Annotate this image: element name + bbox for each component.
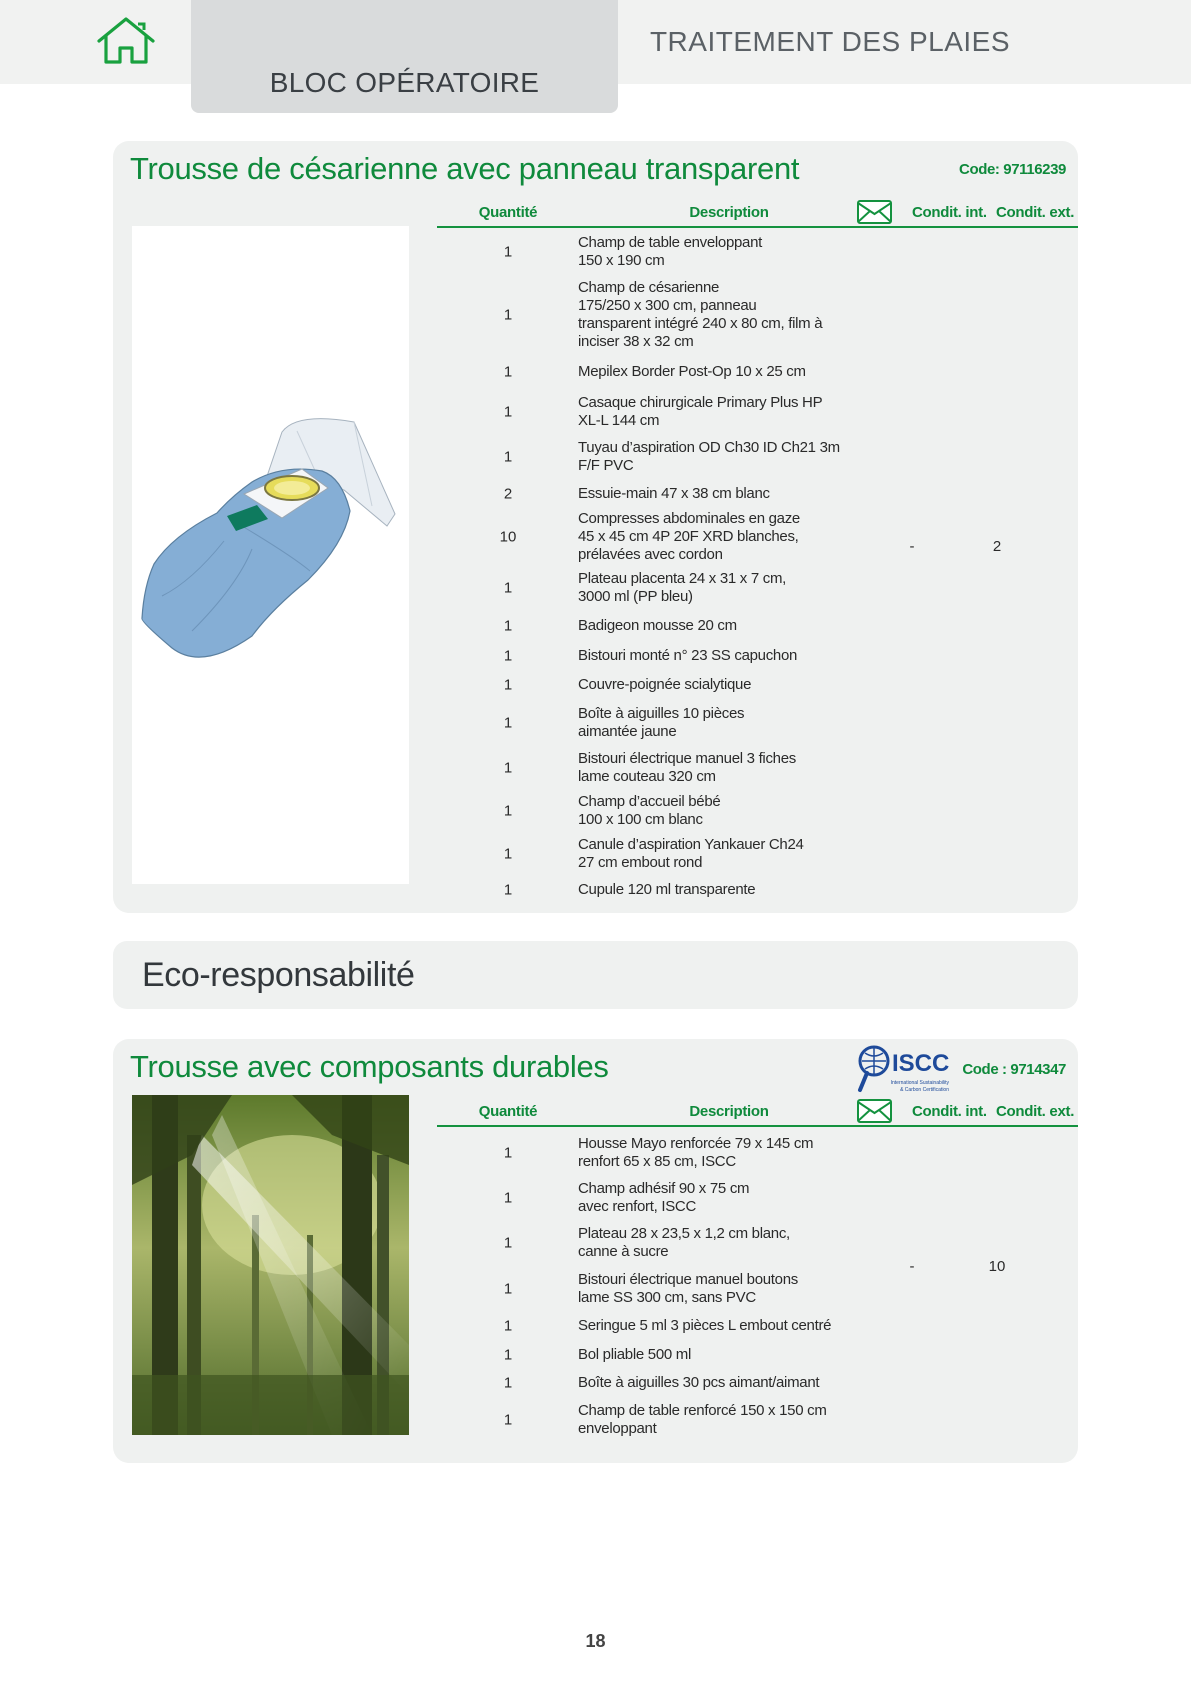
table-row [437,566,1078,610]
product-code: Code: 97116239 [959,161,1066,178]
product-image-forest [132,1095,409,1435]
table-row [437,1397,1078,1442]
item-description [578,570,848,606]
item-description-line: prélavées avec cordon [578,546,723,563]
item-description-line: Compresses abdominales en gaze [578,510,800,527]
item-description-line: Bistouri monté n° 23 SS capuchon [578,647,798,664]
item-description-line: inciser 38 x 32 cm [578,333,694,350]
product-table [437,1095,1078,1437]
item-description-line: enveloppant [578,1419,657,1437]
header-quantity: Quantité [478,1103,538,1120]
item-description [578,1374,848,1392]
item-quantity: 1 [503,802,513,819]
table-row [437,232,1078,272]
item-description [578,705,848,741]
item-description [578,1135,848,1171]
product-card-sustainable [113,1039,1078,1463]
item-description-line: Seringue 5 ml 3 pièces L embout centré [578,1317,832,1334]
item-quantity: 10 [499,528,517,546]
item-description [578,279,848,351]
product-code: Code : 9714347 [962,1061,1066,1078]
item-description-line: Boîte à aiguilles 10 pièces [578,704,745,722]
header-cond-int: Condit. int. [912,204,987,221]
item-quantity: 1 [503,647,513,665]
item-description-line: transparent intégré 240 x 80 cm, film à [578,315,823,332]
product-title: Trousse de césarienne avec panneau transparent [130,151,800,186]
table-row [437,1341,1078,1368]
item-description-line: Champ d’accueil bébé [578,792,721,810]
table-row [437,1176,1078,1220]
item-quantity: 1 [503,403,513,421]
item-description-line: Bol pliable 500 ml [578,1345,692,1363]
item-description-line: Housse Mayo renforcée 79 x 145 cm [578,1135,814,1152]
envelope-icon [857,1099,892,1123]
item-description [578,394,848,430]
item-description-line: aimantée jaune [578,722,677,740]
item-description-line: lame SS 300 cm, sans PVC [578,1288,756,1306]
product-table [437,196,1078,898]
product-card-cesarean [113,141,1078,913]
table-row [437,832,1078,875]
item-description [578,1225,848,1261]
item-description [578,1402,848,1438]
table-row [437,746,1078,789]
item-quantity: 1 [503,448,513,466]
item-quantity: 1 [503,243,513,261]
item-quantity: 1 [503,1280,513,1297]
iscc-logo-subtext: & Carbon Certification [900,1087,949,1093]
item-quantity: 1 [503,759,513,776]
item-description-line: XL-L 144 cm [578,412,660,429]
item-description-line: Essuie-main 47 x 38 cm blanc [578,484,770,502]
section-tab[interactable] [191,0,618,113]
product-image-drape [132,226,409,884]
table-row [437,389,1078,435]
item-description-line: 175/250 x 300 cm, panneau [578,297,757,314]
item-description [578,1271,848,1307]
item-description-line: Plateau 28 x 23,5 x 1,2 cm blanc, [578,1225,790,1242]
item-quantity: 1 [503,676,513,694]
item-description-line: Champ de césarienne [578,279,720,296]
table-row [437,790,1078,831]
item-description-line: F/F PVC [578,457,634,474]
cond-ext-value: 2 [992,538,1002,555]
iscc-logo-text: ISCC [892,1050,950,1077]
item-description-line: Tuyau d’aspiration OD Ch30 ID Ch21 3m [578,439,840,456]
item-quantity: 1 [503,881,513,898]
item-description-line: canne à sucre [578,1243,669,1260]
item-description-line: Cupule 120 ml transparente [578,880,756,898]
item-description-line: Champ de table enveloppant [578,234,763,251]
item-description [578,793,848,829]
product-title: Trousse avec composants durables [130,1049,609,1084]
item-description-line: Canule d’aspiration Yankauer Ch24 [578,835,804,853]
item-quantity: 1 [503,1374,513,1391]
item-description [578,1346,848,1364]
item-description-line: Plateau placenta 24 x 31 x 7 cm, [578,570,787,587]
item-description-line: Couvre-poignée scialytique [578,676,752,693]
item-quantity: 1 [503,714,513,731]
item-quantity: 1 [503,1144,513,1162]
item-quantity: 1 [503,1411,513,1428]
header-quantity: Quantité [478,204,538,221]
eco-section-header [113,941,1078,1009]
section-tab-label: BLOC OPÉRATOIRE [269,67,540,98]
item-description-line: 27 cm embout rond [578,853,703,871]
header-cond-int: Condit. int. [912,1103,987,1120]
header-description: Description [689,204,769,221]
page-number: 18 [585,1631,606,1651]
item-description [578,363,848,381]
item-description-line: lame couteau 320 cm [578,767,716,785]
item-description [578,647,848,665]
table-row [437,275,1078,355]
table-row [437,479,1078,508]
table-row [437,642,1078,670]
item-quantity: 1 [503,1317,513,1335]
item-description [578,750,848,786]
item-quantity: 1 [503,845,513,862]
table-row [437,1312,1078,1340]
item-description [578,439,848,475]
item-description [578,676,848,694]
home-icon[interactable] [96,16,156,66]
table-header [437,196,1078,228]
item-description-line: Mepilex Border Post-Op 10 x 25 cm [578,363,806,380]
item-description-line: Champ adhésif 90 x 75 cm [578,1180,750,1197]
header-cond-ext: Condit. ext. [996,204,1075,221]
item-quantity: 1 [503,363,513,381]
cond-int-value: - [909,538,915,555]
table-row [437,1369,1078,1396]
item-description-line: 100 x 100 cm blanc [578,810,703,828]
table-row [437,611,1078,641]
item-description-line: renfort 65 x 85 cm, ISCC [578,1153,736,1170]
item-description [578,485,848,503]
item-quantity: 1 [503,306,513,324]
cond-ext-value: 10 [988,1258,1006,1275]
item-description-line: 45 x 45 cm 4P 20F XRD blanches, [578,528,799,545]
table-row [437,1131,1078,1175]
item-description-line: Badigeon mousse 20 cm [578,617,737,634]
eco-section-title: Eco-responsabilité [142,956,415,994]
iscc-logo-subtext: International Sustainability [890,1080,949,1086]
category-title: TRAITEMENT DES PLAIES [649,26,1010,57]
table-row [437,876,1078,903]
item-description-line: Boîte à aiguilles 30 pcs aimant/aimant [578,1373,820,1391]
item-description [578,881,848,899]
table-row [437,671,1078,699]
iscc-logo [857,1043,955,1095]
table-row [437,436,1078,478]
table-header [437,1095,1078,1127]
envelope-icon [857,200,892,224]
item-description-line: Bistouri électrique manuel boutons [578,1270,798,1288]
table-row [437,509,1078,565]
table-row [437,356,1078,388]
item-quantity: 2 [503,485,513,502]
item-quantity: 1 [503,579,513,597]
table-row [437,700,1078,745]
header-description: Description [689,1103,769,1120]
item-quantity: 1 [503,1234,513,1252]
item-description [578,510,848,564]
item-description-line: 150 x 190 cm [578,252,665,269]
item-description [578,234,848,270]
item-description [578,1180,848,1216]
item-description [578,617,848,635]
item-description-line: Casaque chirurgicale Primary Plus HP [578,394,823,411]
item-quantity: 1 [503,1189,513,1207]
item-description-line: avec renfort, ISCC [578,1198,696,1215]
item-quantity: 1 [503,1346,513,1363]
item-description-line: Champ de table renforcé 150 x 150 cm [578,1401,827,1419]
cond-int-value: - [909,1258,915,1275]
header-cond-ext: Condit. ext. [996,1103,1075,1120]
item-description-line: Bistouri électrique manuel 3 fiches [578,749,796,767]
item-quantity: 1 [503,617,513,635]
item-description [578,836,848,872]
item-description-line: 3000 ml (PP bleu) [578,588,693,605]
item-description [578,1317,848,1335]
